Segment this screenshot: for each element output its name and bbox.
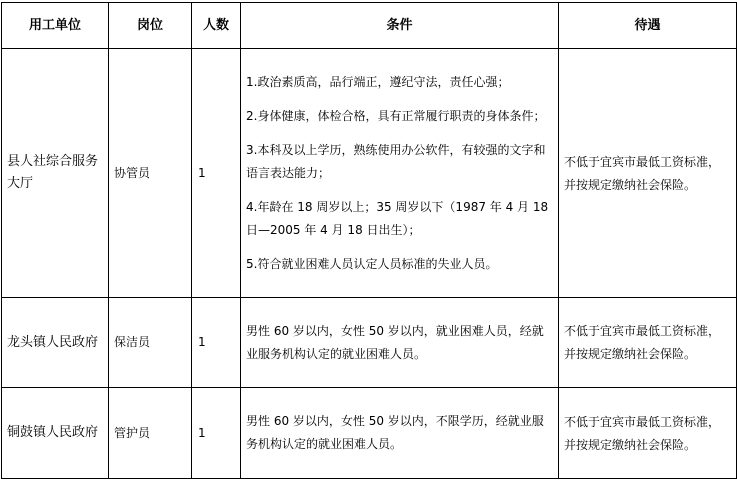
condition-item: 男性 60 岁以内，女性 50 岁以内，就业困难人员，经就业服务机构认定的就业困难人员。 xyxy=(246,323,544,361)
row-conditions xyxy=(241,388,559,479)
condition-item: 1.政治素质高，品行端正，遵纪守法，责任心强； xyxy=(246,74,510,89)
row-unit: 铜鼓镇人民政府 xyxy=(2,388,109,479)
row-count: 1 xyxy=(192,388,241,479)
condition-item: 4.年龄在 18 周岁以上；35 周岁以下（1987 年 4 月 18 日—2005 年 4 月 18 日出生）； xyxy=(246,199,549,237)
row-benefits: 不低于宜宾市最低工资标准，并按规定缴纳社会保险。 xyxy=(559,49,737,298)
condition-item: 2.身体健康，体检合格，具有正常履行职责的身体条件； xyxy=(246,108,546,123)
row-benefits: 不低于宜宾市最低工资标准，并按规定缴纳社会保险。 xyxy=(559,298,737,388)
row-unit: 龙头镇人民政府 xyxy=(2,298,109,388)
header-position: 岗位 xyxy=(109,3,192,49)
recruitment-table xyxy=(1,2,737,479)
row-position: 管护员 xyxy=(109,388,192,479)
row-count: 1 xyxy=(192,298,241,388)
condition-item: 男性 60 岁以内，女性 50 岁以内，不限学历，经就业服务机构认定的就业困难人员。 xyxy=(246,414,544,451)
table-row xyxy=(2,298,737,388)
row-conditions xyxy=(241,298,559,388)
header-benefits: 待遇 xyxy=(559,3,737,49)
header-unit: 用工单位 xyxy=(2,3,109,49)
row-conditions xyxy=(241,49,559,298)
header-conditions: 条件 xyxy=(241,3,559,49)
condition-item: 5.符合就业困难人员认定人员标准的失业人员。 xyxy=(246,256,498,271)
table-row xyxy=(2,388,737,479)
row-benefits: 不低于宜宾市最低工资标准，并按规定缴纳社会保险。 xyxy=(559,388,737,479)
condition-item: 3.本科及以上学历，熟练使用办公软件，有较强的文字和语言表达能力； xyxy=(246,142,546,180)
row-count: 1 xyxy=(192,49,241,298)
row-position: 协管员 xyxy=(109,49,192,298)
header-row xyxy=(2,3,737,49)
row-position: 保洁员 xyxy=(109,298,192,388)
table-row xyxy=(2,49,737,298)
header-count: 人数 xyxy=(192,3,241,49)
row-unit: 县人社综合服务大厅 xyxy=(2,49,109,298)
